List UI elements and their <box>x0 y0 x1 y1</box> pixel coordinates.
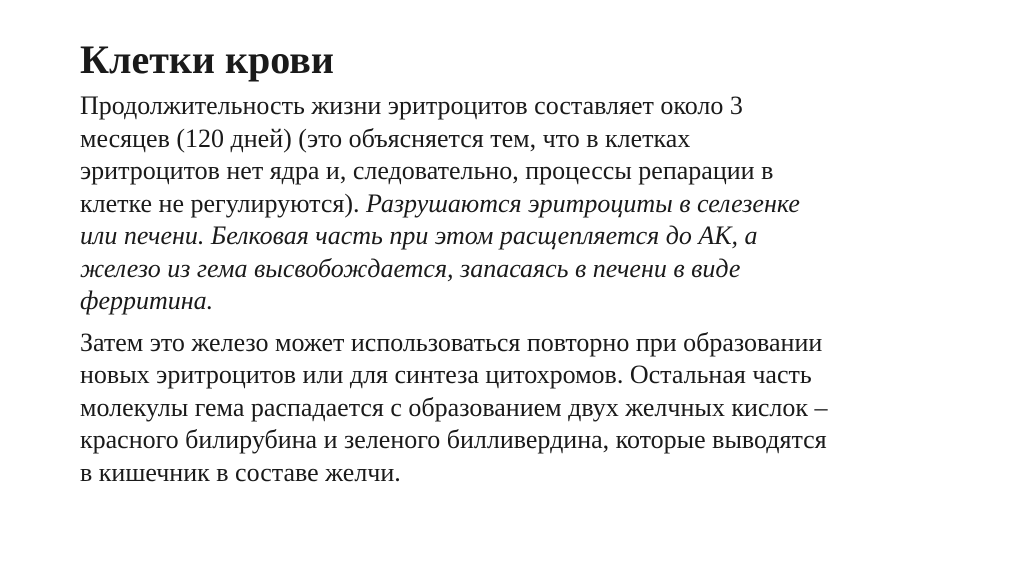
text-line: новых эритроцитов или для синтеза цитохромов. Остальная часть <box>80 360 812 389</box>
text-line: молекулы гема распадается с образованием двух желчных кислок – <box>80 392 828 422</box>
text-line: месяцев (120 дней) (это объясняется тем, что в клетках <box>80 123 691 153</box>
text-line: Затем это железо может использоваться повторно при образовании <box>80 327 823 357</box>
slide-body <box>80 90 950 489</box>
text-line: эритроцитов нет ядра и, следовательно, процессы репарации в <box>80 156 774 185</box>
paragraph-iron-reuse <box>80 327 950 490</box>
italic-text-line: Разрушаются эритроциты в селезенке <box>366 188 800 218</box>
slide-title: Клетки крови <box>80 37 334 82</box>
italic-text-line: железо из гема высвобождается, запасаясь в печени в виде <box>80 253 741 283</box>
italic-text-line: или печени. Белковая часть при этом расщепляется до АК, а <box>80 221 758 250</box>
paragraph-lifespan <box>80 90 950 318</box>
text-line: красного билирубина и зеленого билливердина, которые выводятся <box>80 425 827 454</box>
text-line: Продолжительность жизни эритроцитов составляет около 3 <box>80 91 743 120</box>
italic-text-line: ферритина. <box>80 286 214 315</box>
text-line: в кишечник в составе желчи. <box>80 457 401 487</box>
text-line: клетке не регулируются). <box>80 188 367 218</box>
